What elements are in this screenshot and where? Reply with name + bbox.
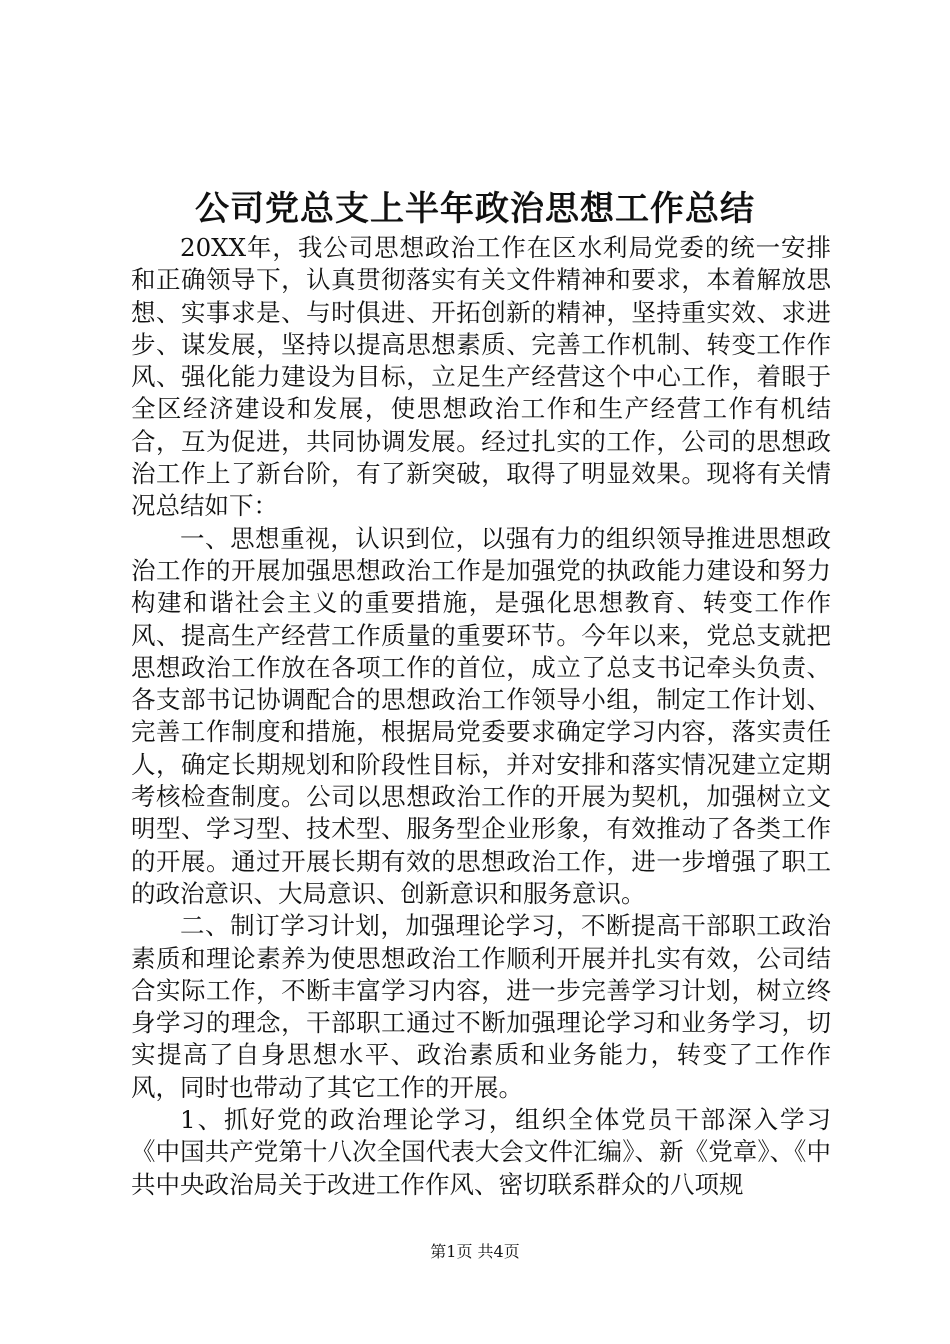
paragraph-section-2: 二、制订学习计划，加强理论学习，不断提高干部职工政治素质和理论素养为使思想政治工作顺利开展并扎实有效，公司结合实际工作，不断丰富学习内容，进一步完善学习计划，树立终身学习的理念，干部职工通过不断加强理论学习和业务学习，切实提高了自身思想水平、政治素质和业务能力，转变了工作作风，同时也带动了其它工作的开展。 — [131, 911, 831, 1102]
paragraph-item-1: 1、抓好党的政治理论学习，组织全体党员干部深入学习《中国共产党第十八次全国代表大会文件汇编》、新《党章》、《中共中央政治局关于改进工作作风、密切联系群众的八项规 — [131, 1105, 831, 1199]
document-title: 公司党总支上半年政治思想工作总结 — [195, 189, 755, 229]
document-body — [131, 232, 831, 1201]
page-number-footer: 第1页 共4页 — [430, 1242, 520, 1261]
paragraph-section-1: 一、思想重视，认识到位，以强有力的组织领导推进思想政治工作的开展加强思想政治工作是加强党的执政能力建设和努力构建和谐社会主义的重要措施，是强化思想教育、转变工作作风、提高生产经营工作质量的重要环节。今年以来，党总支就把思想政治工作放在各项工作的首位，成立了总支书记牵头负责、各支部书记协调配合的思想政治工作领导小组，制定工作计划、完善工作制度和措施，根据局党委要求确定学习内容，落实责任人，确定长期规划和阶段性目标，并对安排和落实情况建立定期考核检查制度。公司以思想政治工作的开展为契机，加强树立文明型、学习型、技术型、服务型企业形象，有效推动了各类工作的开展。通过开展长期有效的思想政治工作，进一步增强了职工的政治意识、大局意识、创新意识和服务意识。 — [131, 523, 831, 908]
paragraph-intro: 20XX年，我公司思想政治工作在区水利局党委的统一安排和正确领导下，认真贯彻落实有关文件精神和要求，本着解放思想、实事求是、与时俱进、开拓创新的精神，坚持重实效、求进步、谋发展，坚持以提高思想素质、完善工作机制、转变工作作风、强化能力建设为目标，立足生产经营这个中心工作，着眼于全区经济建设和发展，使思想政治工作和生产经营工作有机结合，互为促进，共同协调发展。经过扎实的工作，公司的思想政治工作上了新台阶，有了新突破，取得了明显效果。现将有关情况总结如下： — [131, 233, 831, 521]
